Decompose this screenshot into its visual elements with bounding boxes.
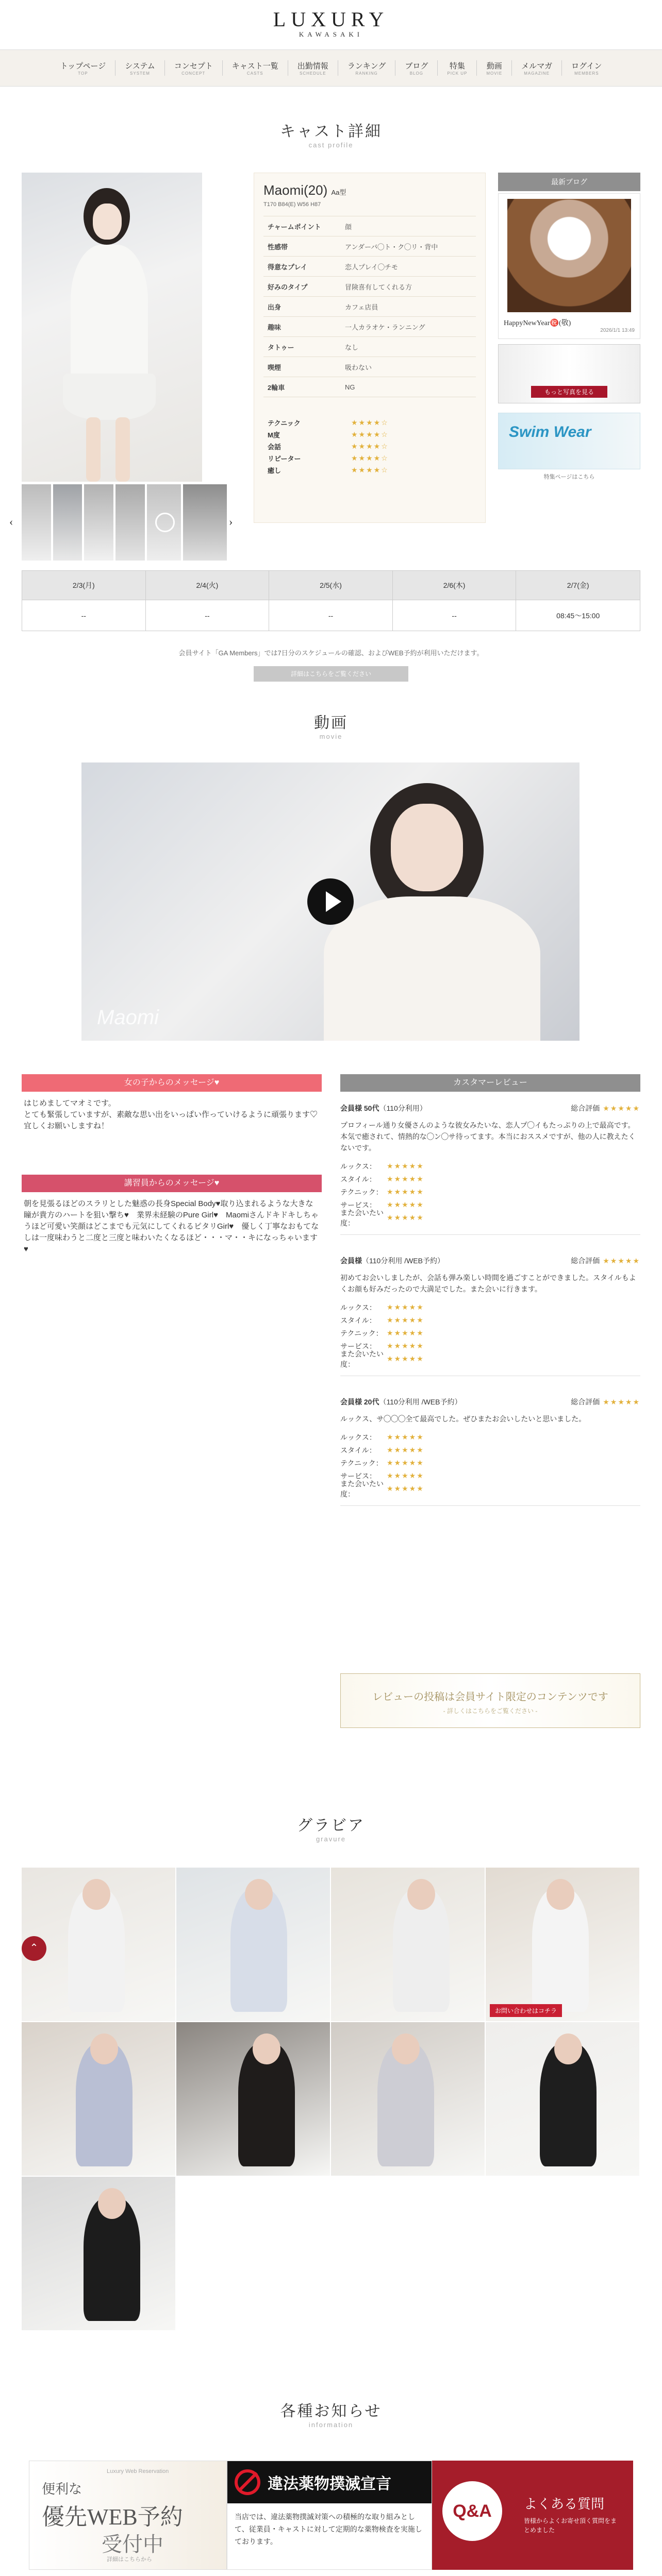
video-thumbnail[interactable]: [147, 484, 181, 561]
schedule-time: --: [269, 600, 393, 631]
profile-row: [263, 297, 476, 317]
gravure-photo[interactable]: [22, 2022, 176, 2177]
gravure-photo[interactable]: [176, 1868, 331, 2022]
review-rating-key: サービス：: [340, 1342, 376, 1350]
review-rating-stars: ★★★★★: [387, 1484, 424, 1493]
schedule-day: 2/5(水): [269, 571, 393, 600]
review-rating-row: [340, 1479, 640, 1498]
profile-row-value: 吸わない: [345, 363, 372, 371]
review-rating-row: [340, 1160, 640, 1173]
review-rating-stars: ★★★★★: [387, 1316, 424, 1324]
rating-row: [263, 417, 476, 429]
faq-banner[interactable]: [432, 2461, 633, 2570]
review-divider: [340, 1505, 640, 1506]
profile-row-value: 顔: [345, 223, 352, 231]
review-rating-row: [340, 1327, 640, 1340]
global-nav: [0, 49, 662, 87]
blog-date: 2026/1/1 13:49: [600, 328, 635, 333]
nav-item-top[interactable]: [51, 60, 116, 76]
nav-item-sublabel: PICK UP: [447, 71, 468, 76]
review-rating-row: [340, 1185, 640, 1198]
rating-row: [263, 429, 476, 440]
review-rating-stars: ★★★★★: [387, 1162, 424, 1170]
web-reservation-detail: 詳細はこちらから: [107, 2556, 152, 2563]
section-subtitle-text: movie: [319, 733, 343, 740]
nav-item-label: コンセプト: [174, 62, 213, 71]
profile-row-key: 好みのタイプ: [268, 283, 308, 291]
cast-video-player[interactable]: [81, 762, 580, 1041]
review-rating-row: [340, 1431, 640, 1444]
blog-title: HappyNewYear㊗️(敬): [504, 319, 571, 327]
review-rating-stars: ★★★★★: [387, 1459, 424, 1467]
cast-main-photo[interactable]: [22, 173, 202, 482]
review-rating-stars: ★★★★★: [387, 1188, 424, 1196]
schedule-time: --: [393, 600, 517, 631]
review-overall: [571, 1256, 640, 1266]
review-body: プロフィール通り女優さんのような彼女みたいな、恋人プ◯イもたっぷりの上で最高です。本気で癒されて、情熱的な◯ン◯サ待ってます。本当におススメですが、他の人に教えたくないです。: [340, 1121, 636, 1152]
rating-stars: ★★★★☆: [351, 418, 389, 427]
review-usage: （110分利用）: [379, 1104, 427, 1112]
nav-item-sublabel: CASTS: [246, 71, 263, 76]
girl-message-text: はじめましてマオミです。 とても緊張していますが、素敵な思い出をいっぱい作っていけるように頑張ります♡ 宜しくお願いしますね！: [24, 1099, 318, 1130]
rating-row: [263, 464, 476, 476]
profile-row-value: カフェ店員: [345, 303, 378, 311]
review-item: [340, 1256, 640, 1376]
gravure-photo[interactable]: [331, 1868, 486, 2022]
cast-blood-type: Aa型: [331, 189, 346, 196]
nav-item-sublabel: SYSTEM: [130, 71, 150, 76]
review-heading: カスタマーレビュー: [340, 1074, 640, 1092]
review-rating-stars: ★★★★★: [387, 1446, 424, 1454]
photo-thumbnails: [22, 484, 227, 562]
video-watermark: Maomi: [97, 1006, 159, 1029]
rating-row: [263, 440, 476, 452]
nav-item-schedule[interactable]: [288, 60, 338, 76]
review-author-name: 会員様 20代: [340, 1398, 379, 1406]
qa-icon: Q&A: [442, 2481, 502, 2541]
review-rating-row: [340, 1349, 640, 1368]
review-header: [340, 1397, 640, 1407]
nav-item-label: キャスト一覧: [231, 62, 278, 71]
profile-row: [263, 236, 476, 257]
review-rating-stars: ★★★★★: [387, 1303, 424, 1311]
staff-message-text: 朝を見張るほどのスラリとした魅惑の長身Special Body♥取り込まれるような大きな瞳が貴方のハートを狙い撃ち♥ 業界未経験のPure Girl♥ Maomiさんドキドキしちゃうほど可愛い笑顔はどこまでも元気にしてくれるピタリGirl♥ 優しく丁寧なおもてなしは一度味わうと二度と三度と味わいたくなるほど・・・マ・・キになっちゃいます♥: [24, 1199, 319, 1253]
review-rating-key: サービス：: [340, 1471, 376, 1480]
members-detail-button[interactable]: 詳細はこちらをご覧ください: [254, 666, 408, 682]
profile-row-key: 喫煙: [268, 363, 282, 371]
site-header: [0, 0, 662, 49]
nav-item-sublabel: SCHEDULE: [299, 71, 326, 76]
section-title-text: キャスト詳細: [280, 123, 382, 140]
review-overall-stars: ★★★★★: [603, 1257, 640, 1265]
review-overall: [571, 1103, 640, 1113]
photo-thumbnail[interactable]: [53, 484, 82, 561]
anti-drug-text: 当店では、違法薬物撲滅対策への積極的な取り組みとして、従業員・キャストに対して定期的な薬物検査を実施しております。: [235, 2513, 422, 2546]
nav-item-sublabel: MOVIE: [486, 71, 503, 76]
review-rating-stars: ★★★★★: [387, 1213, 424, 1222]
gravure-photo[interactable]: [176, 2022, 331, 2177]
profile-row: [263, 257, 476, 277]
nav-item-label: ブログ: [405, 62, 428, 71]
photo-next-arrow[interactable]: ›: [229, 515, 233, 528]
review-rating-stars: ★★★★★: [387, 1175, 424, 1183]
rating-stars: ★★★★☆: [351, 442, 389, 450]
photo-thumbnail[interactable]: [183, 484, 227, 561]
blog-card[interactable]: [498, 193, 640, 339]
cast-section-title: [0, 118, 662, 149]
review-rating-key: また会いたい度：: [340, 1479, 384, 1498]
review-header: [340, 1256, 640, 1266]
review-rating-key: スタイル：: [340, 1446, 376, 1454]
swimwear-label: Swim Wear: [509, 423, 591, 440]
profile-row-key: 出身: [268, 303, 282, 311]
nav-item-label: メルマガ: [521, 62, 553, 71]
profile-row: [263, 216, 476, 236]
photo-thumbnail[interactable]: [22, 484, 51, 561]
schedule-day: 2/7(金): [516, 571, 640, 600]
schedule-time: --: [146, 600, 270, 631]
cast-name: Maomi(20) Aa型: [263, 182, 346, 198]
profile-row-key: チャームポイント: [268, 223, 321, 231]
schedule-table: [22, 570, 640, 631]
gravure-gallery: [22, 1868, 640, 2331]
section-title-text: 各種お知らせ: [280, 2403, 382, 2420]
gravure-photo[interactable]: [22, 2177, 176, 2331]
review-overall-stars: ★★★★★: [603, 1398, 640, 1406]
section-title-text: 動画: [314, 715, 348, 732]
profile-row-key: 得意なプレイ: [268, 263, 307, 271]
review-rating-row: [340, 1301, 640, 1314]
web-reservation-banner[interactable]: [29, 2461, 227, 2570]
schedule-time: --: [22, 600, 146, 631]
schedule-time: 08:45〜15:00: [516, 600, 640, 631]
nav-item-sublabel: CONCEPT: [181, 71, 206, 76]
faq-text: 皆様からよくお寄せ頂く質問をまとめました: [524, 2517, 617, 2534]
profile-row-value: アンダーバ◯ト・ク◯リ・背中: [345, 243, 438, 251]
review-rating-key: また会いたい度：: [340, 1349, 384, 1368]
review-overall: [571, 1397, 640, 1407]
rating-key: テクニック: [268, 419, 301, 427]
review-header: [340, 1103, 640, 1113]
nav-item-label: 特集: [449, 62, 465, 71]
nav-item-sublabel: TOP: [78, 71, 88, 76]
profile-row: [263, 337, 476, 357]
nav-item-label: システム: [125, 62, 155, 71]
gravure-photo[interactable]: [486, 2022, 640, 2177]
review-rating-row: [340, 1456, 640, 1469]
gravure-photo[interactable]: [486, 1868, 640, 2022]
profile-row: [263, 277, 476, 297]
rating-stars: ★★★★☆: [351, 430, 389, 438]
profile-row-key: 性感帯: [268, 243, 288, 251]
section-title-text: グラビア: [297, 1817, 365, 1834]
profile-row: [263, 357, 476, 377]
faq-title: よくある質問: [524, 2496, 605, 2512]
rating-stars: ★★★★☆: [351, 454, 389, 462]
chevron-up-icon: ⌃: [29, 1942, 39, 1954]
nav-item-label: ログイン: [571, 62, 602, 71]
gravure-section-title: [0, 1812, 662, 1843]
review-rating-key: テクニック：: [340, 1459, 383, 1467]
review-rating-stars: ★★★★★: [387, 1433, 424, 1441]
review-rating-row: [340, 1444, 640, 1456]
no-entry-icon: [235, 2469, 260, 2495]
review-rating-key: スタイル：: [340, 1316, 376, 1325]
nav-item-concept[interactable]: [165, 60, 223, 76]
review-rating-stars: ★★★★★: [387, 1471, 424, 1480]
section-subtitle-text: information: [308, 2421, 354, 2429]
staff-message: [22, 1175, 322, 1261]
web-reservation-label-a: 便利な: [42, 2482, 82, 2497]
nav-item-casts[interactable]: [223, 60, 288, 76]
cast-profile-box: [254, 173, 486, 523]
photo-thumbnail[interactable]: [115, 484, 145, 561]
site-logo[interactable]: LUXURY: [273, 8, 389, 31]
photo-prev-arrow[interactable]: ‹: [9, 515, 13, 528]
profile-row-key: 2輪車: [268, 383, 285, 392]
review-body: ルックス、サ◯◯◯全て最高でした。ぜひまたお会いしたいと思いました。: [340, 1415, 586, 1423]
nav-item-sublabel: MAGAZINE: [524, 71, 550, 76]
nav-item-pick-up[interactable]: [438, 60, 477, 76]
section-subtitle-text: cast profile: [308, 141, 354, 149]
blog-thumbnail: [507, 199, 631, 312]
nav-item-label: ランキング: [347, 62, 386, 71]
nav-item-members[interactable]: [562, 60, 611, 76]
rating-key: 会話: [268, 443, 282, 451]
review-author: [340, 1256, 444, 1266]
review-rating-row: [340, 1173, 640, 1185]
review-banner-title: レビューの投稿は会員サイト限定のコンテンツです: [372, 1691, 608, 1703]
latest-blog: [498, 173, 640, 481]
review-usage: （110分利用 /WEB予約）: [362, 1257, 444, 1265]
review-rating-key: ルックス：: [340, 1433, 376, 1442]
gravure-photo[interactable]: [331, 2022, 486, 2177]
profile-row-key: 趣味: [268, 323, 282, 331]
profile-row-value: 冒険喜有してくれる方: [345, 283, 412, 291]
review-rating-key: スタイル：: [340, 1175, 376, 1183]
movie-section-title: [0, 710, 662, 740]
review-author-name: 会員様: [340, 1257, 362, 1265]
anti-drug-banner[interactable]: [227, 2461, 432, 2570]
rating-key: 癒し: [268, 467, 282, 474]
review-author: [340, 1103, 427, 1113]
profile-row-value: NG: [345, 383, 355, 391]
nav-item-sublabel: RANKING: [355, 71, 378, 76]
profile-row-value: なし: [345, 343, 359, 351]
review-rating-key: ルックス：: [340, 1162, 376, 1171]
review-rating-key: また会いたい度：: [340, 1208, 384, 1227]
customer-reviews: [340, 1074, 640, 1506]
site-logo-sub: KAWASAKI: [299, 30, 363, 38]
review-members-banner[interactable]: [340, 1673, 640, 1728]
web-reservation-label-c: 受付中: [102, 2533, 163, 2556]
schedule-day: 2/3(月): [22, 571, 146, 600]
review-divider: [340, 1234, 640, 1235]
review-rating-key: ルックス：: [340, 1303, 376, 1312]
review-usage: （110分利用 /WEB予約）: [379, 1398, 462, 1406]
profile-row-value: 恋人プレイ◯チモ: [345, 263, 398, 271]
review-rating-stars: ★★★★★: [387, 1342, 424, 1350]
rating-key: リピーター: [268, 455, 301, 463]
more-photos-label: もっと写真を見る: [531, 386, 607, 398]
nav-item-sublabel: MEMBERS: [574, 71, 599, 76]
web-reservation-small: Luxury Web Reservation: [107, 2468, 169, 2475]
profile-row: [263, 317, 476, 337]
nav-item-label: トップページ: [60, 62, 106, 71]
review-overall-stars: ★★★★★: [603, 1104, 640, 1112]
feature-page-link[interactable]: 特集ページはこちら: [543, 474, 595, 480]
anti-drug-title: 違法薬物撲滅宣言: [268, 2476, 391, 2493]
schedule-day: 2/6(木): [393, 571, 517, 600]
nav-item-label: 動画: [486, 62, 502, 71]
gravure-contact-label: お問い合わせはコチラ: [490, 2004, 562, 2017]
nav-item-magazine[interactable]: [512, 60, 562, 76]
play-icon[interactable]: [307, 878, 354, 925]
more-photos-banner[interactable]: [498, 344, 640, 403]
nav-item-label: 出勤情報: [297, 62, 328, 71]
review-rating-key: テクニック：: [340, 1329, 383, 1337]
review-author-name: 会員様 50代: [340, 1104, 379, 1112]
nav-item-blog[interactable]: [395, 60, 438, 76]
review-rating-stars: ★★★★★: [387, 1329, 424, 1337]
review-rating-stars: ★★★★★: [387, 1200, 424, 1209]
scroll-up-button[interactable]: [22, 1936, 46, 1961]
cast-measurements: T170 B84(E) W56 H87: [263, 201, 321, 208]
profile-row-value: 一人カラオケ・ランニング: [345, 323, 425, 331]
review-rating-key: テクニック：: [340, 1188, 383, 1196]
review-overall-label: 総合評価: [571, 1398, 600, 1406]
rating-key: M度: [268, 431, 280, 439]
girl-message-heading: 女の子からのメッセージ♥: [22, 1074, 322, 1092]
review-author: [340, 1397, 461, 1407]
schedule-day: 2/4(火): [146, 571, 270, 600]
review-rating-row: [340, 1314, 640, 1327]
review-rating-stars: ★★★★★: [387, 1354, 424, 1363]
nav-item-system[interactable]: [115, 60, 165, 76]
review-body: 初めてお会いしましたが、会話も弾み楽しい時間を過ごすことができました。スタイルもよくお顔も好みだったので大満足でした。また会いに行きます。: [340, 1274, 636, 1293]
review-rating-key: サービス：: [340, 1200, 376, 1209]
play-icon: [155, 513, 175, 532]
information-banners: [29, 2461, 633, 2570]
rating-stars: ★★★★☆: [351, 466, 389, 474]
staff-message-heading: 講習員からのメッセージ♥: [22, 1175, 322, 1192]
web-reservation-label-b: 優先WEB予約: [42, 2504, 183, 2530]
profile-row: [263, 377, 476, 397]
review-rating-row: [340, 1208, 640, 1227]
girl-message: [22, 1074, 322, 1138]
nav-item-sublabel: BLOG: [409, 71, 423, 76]
review-banner-subtitle: - 詳しくはこちらをご覧ください -: [443, 1707, 538, 1715]
photo-thumbnail[interactable]: [84, 484, 113, 561]
blog-heading: 最新ブログ: [498, 173, 640, 191]
swimwear-feature-banner[interactable]: [498, 413, 640, 469]
info-section-title: [0, 2398, 662, 2429]
members-note: 会員サイト「GA Members」では7日分のスケジュールの確認、およびWEB予約が利用いただけます。: [178, 649, 484, 657]
review-item: [340, 1397, 640, 1506]
rating-row: [263, 452, 476, 464]
review-item: [340, 1103, 640, 1235]
section-subtitle-text: gravure: [316, 1835, 346, 1843]
review-overall-label: 総合評価: [571, 1257, 600, 1265]
profile-row-key: タトゥー: [268, 343, 294, 351]
nav-item-movie[interactable]: [477, 60, 512, 76]
nav-item-ranking[interactable]: [338, 60, 396, 76]
review-overall-label: 総合評価: [571, 1104, 600, 1112]
